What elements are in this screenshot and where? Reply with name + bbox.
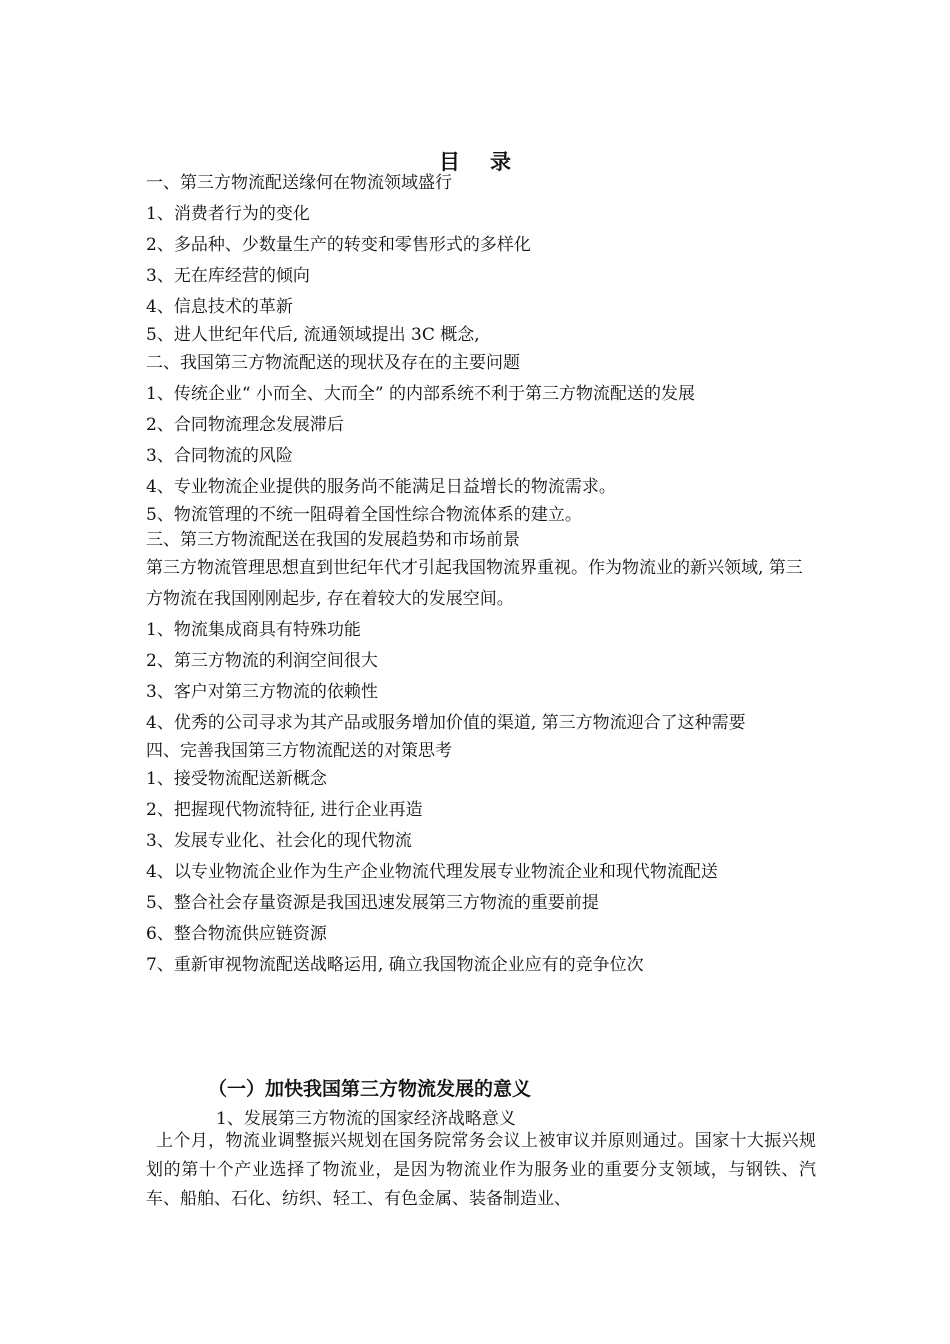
toc-item: 四、完善我国第三方物流配送的对策思考 [146, 741, 452, 761]
toc-item: 一、第三方物流配送缘何在物流领域盛行 [146, 173, 452, 193]
toc-item: 1、消费者行为的变化 [146, 204, 310, 224]
toc-item: 3、发展专业化、社会化的现代物流 [146, 831, 412, 851]
body-paragraph: 上个月，物流业调整振兴规划在国务院常务会议上被审议并原则通过。国家十大振兴规划的第十个产业选择了物流业，是因为物流业作为服务业的重要分支领域，与钢铁、汽车、船舶、石化、纺织、轻工、有色金属、装备制造业、 [146, 1131, 816, 1209]
toc-item: 1、物流集成商具有特殊功能 [146, 620, 361, 640]
toc-item: 3、合同物流的风险 [146, 446, 293, 466]
section-heading: （一）加快我国第三方物流发展的意义 [208, 1078, 532, 1100]
toc-item: 2、合同物流理念发展滞后 [146, 415, 344, 435]
toc-item: 2、第三方物流的利润空间很大 [146, 651, 378, 671]
toc-item: 三、第三方物流配送在我国的发展趋势和市场前景 [146, 530, 520, 550]
toc-item: 4、以专业物流企业作为生产企业物流代理发展专业物流企业和现代物流配送 [146, 862, 718, 882]
toc-title: 目录 [439, 150, 541, 174]
toc-item: 4、专业物流企业提供的服务尚不能满足日益增长的物流需求。 [146, 477, 616, 497]
toc-item: 5、整合社会存量资源是我国迅速发展第三方物流的重要前提 [146, 893, 599, 913]
toc-paragraph: 4、优秀的公司寻求为其产品或服务增加价值的渠道, 第三方物流迎合了这种需要 [146, 713, 746, 733]
table-of-contents [146, 168, 816, 981]
toc-item: 6、整合物流供应链资源 [146, 924, 327, 944]
toc-item: 5、进人世纪年代后, 流通领域提出 3C 概念, [146, 325, 480, 345]
toc-item: 2、把握现代物流特征, 进行企业再造 [146, 800, 423, 820]
toc-item: 1、传统企业“ 小而全、大而全” 的内部系统不利于第三方物流配送的发展 [146, 384, 696, 404]
toc-item: 4、信息技术的革新 [146, 297, 293, 317]
toc-item: 3、无在库经营的倾向 [146, 266, 310, 286]
toc-item: 二、我国第三方物流配送的现状及存在的主要问题 [146, 353, 520, 373]
section-subheading: 1、发展第三方物流的国家经济战略意义 [216, 1109, 516, 1129]
toc-item: 5、物流管理的不统一阻碍着全国性综合物流体系的建立。 [146, 505, 582, 525]
toc-item: 3、客户对第三方物流的依赖性 [146, 682, 378, 702]
toc-paragraph: 第三方物流管理思想直到世纪年代才引起我国物流界重视。作为物流业的新兴领域, 第三方物流在我国刚刚起步, 存在着较大的发展空间。 [146, 558, 803, 609]
toc-item: 2、多品种、少数量生产的转变和零售形式的多样化 [146, 235, 531, 255]
toc-item: 7、重新审视物流配送战略运用, 确立我国物流企业应有的竞争位次 [146, 955, 644, 975]
toc-item: 1、接受物流配送新概念 [146, 769, 327, 789]
